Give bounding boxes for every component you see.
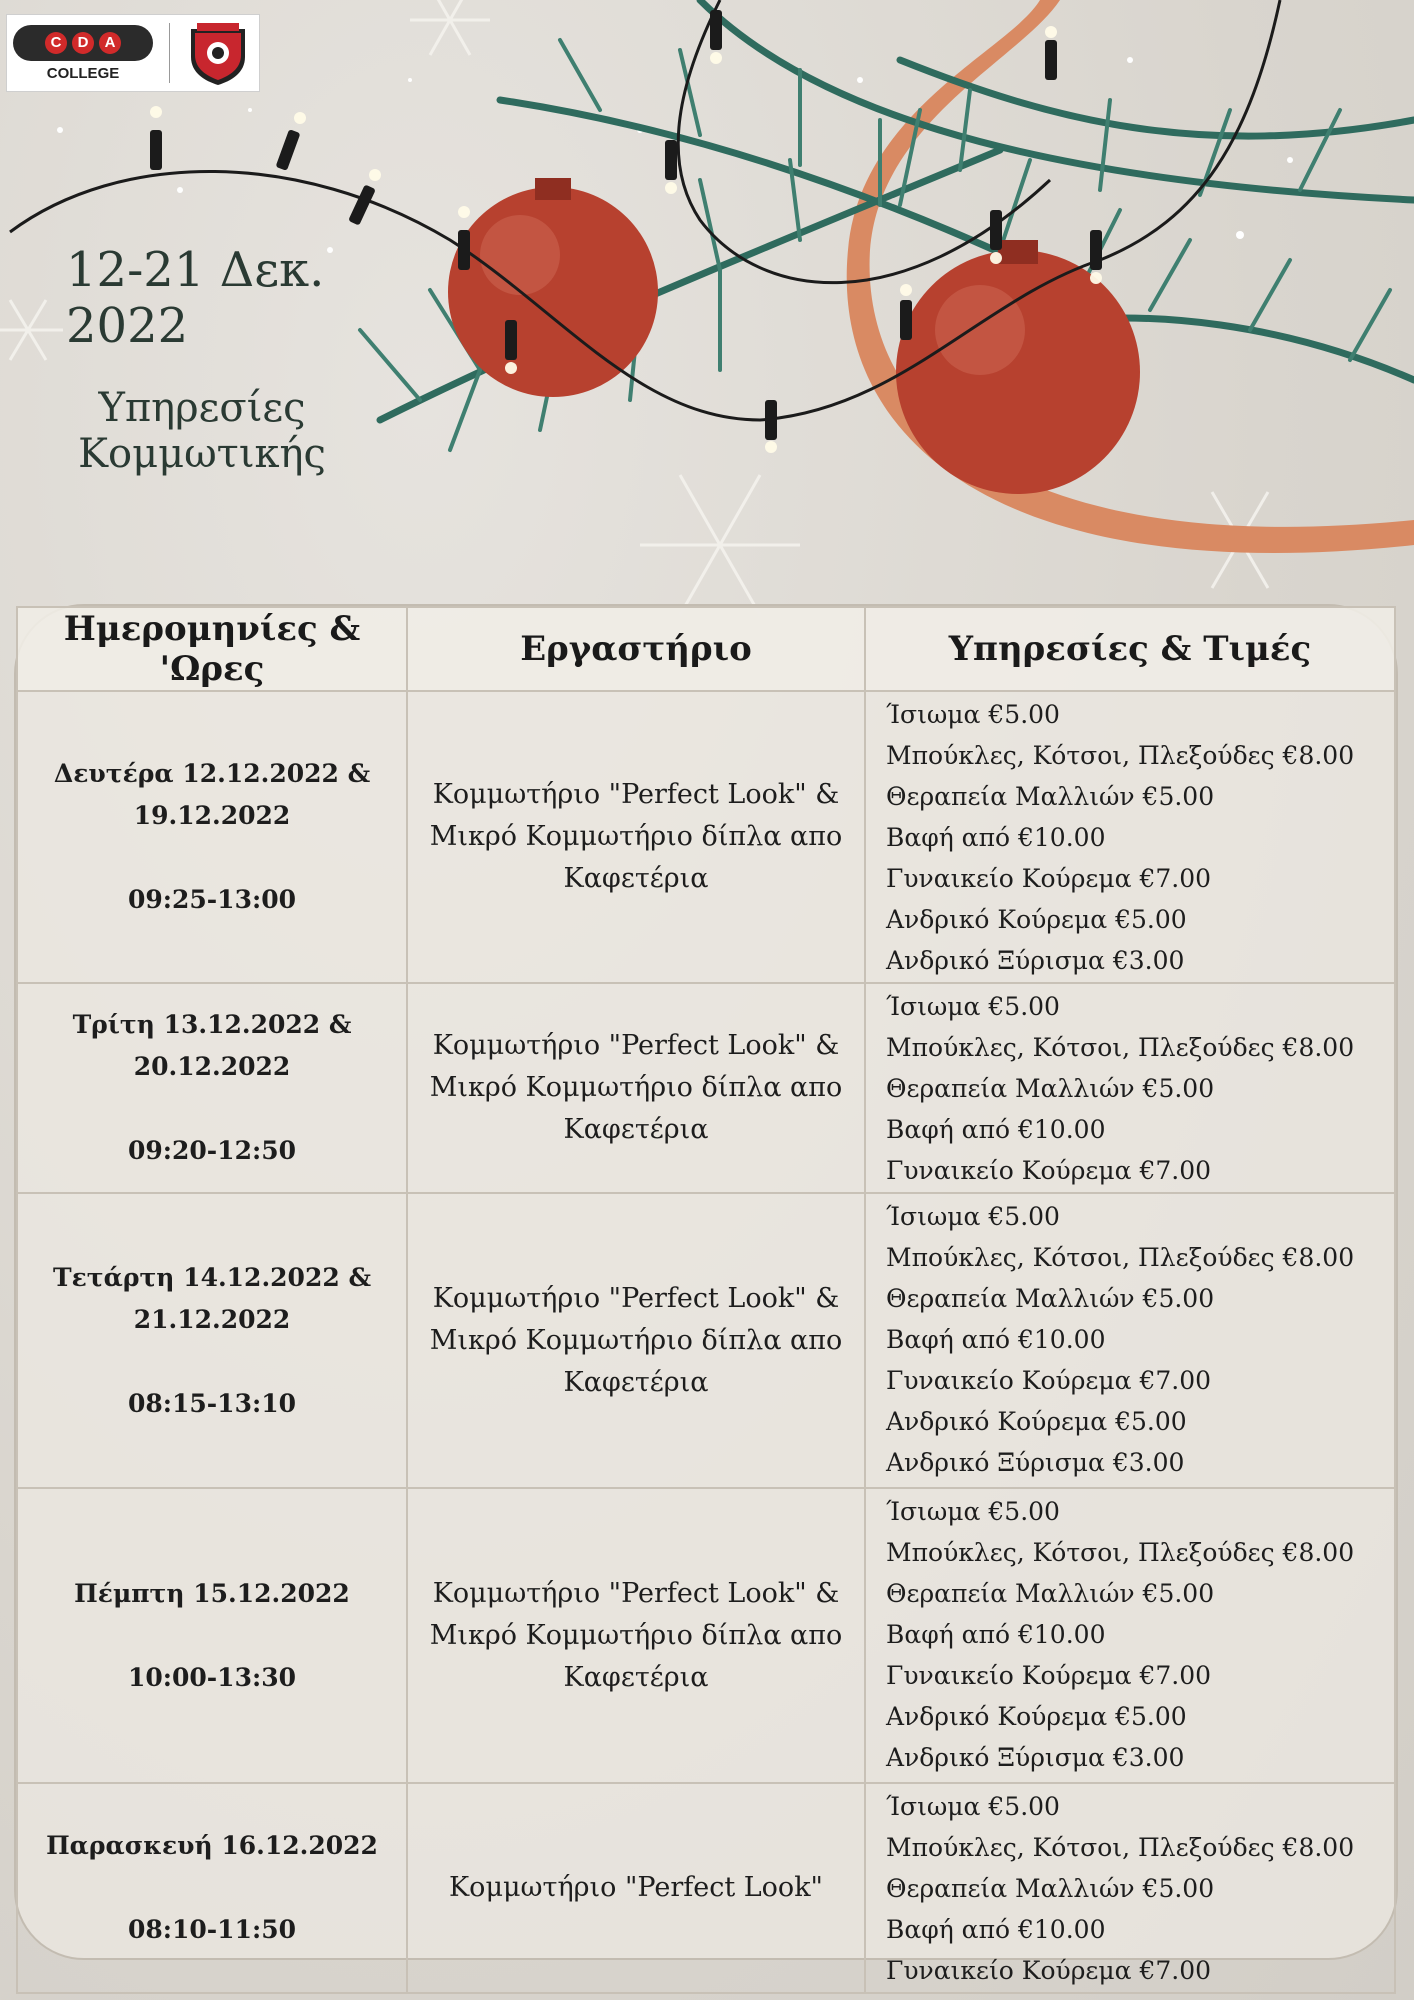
day-label-cont: 19.12.2022: [133, 801, 291, 830]
service-item: Γυναικείο Κούρεμα €7.00: [886, 864, 1212, 893]
logo-separator: [169, 23, 170, 83]
service-item: Ανδρικό Ξύρισμα €3.00: [886, 1448, 1185, 1477]
header-services-prices: Υπηρεσίες & Τιμές: [865, 607, 1395, 691]
service-item: Θεραπεία Μαλλιών €5.00: [886, 1579, 1215, 1608]
lab-cell: [407, 691, 865, 983]
lab-line: Καφετέρια: [563, 1114, 709, 1145]
page-subtitle: [52, 385, 352, 477]
service-item: Θεραπεία Μαλλιών €5.00: [886, 782, 1215, 811]
day-label-cont: 21.12.2022: [133, 1304, 291, 1334]
service-item: Ανδρικό Ξύρισμα €3.00: [886, 946, 1185, 975]
lab-cell: [407, 1783, 865, 1993]
time-range: 08:10-11:50: [128, 1915, 296, 1944]
service-item: Ανδρικό Κούρεμα €5.00: [886, 905, 1187, 934]
table-header-row: [17, 607, 1395, 691]
services-cell: [865, 1783, 1395, 1993]
lab-cell: [407, 1193, 865, 1488]
service-item: Θεραπεία Μαλλιών €5.00: [886, 1284, 1215, 1313]
logo-letter-d: D: [72, 32, 94, 54]
subtitle-line-2: Κομμωτικής: [78, 431, 326, 477]
lab-cell: [407, 983, 865, 1193]
schedule-date-cell: [17, 983, 407, 1193]
lab-line: Καφετέρια: [563, 1366, 709, 1398]
day-label: Παρασκευή 16.12.2022: [46, 1831, 378, 1860]
college-logo: [6, 14, 260, 92]
schedule-date-cell: [17, 1193, 407, 1488]
service-item: Γυναικείο Κούρεμα €7.00: [886, 1661, 1212, 1690]
logo-letter-c: C: [45, 32, 67, 54]
service-item: Θεραπεία Μαλλιών €5.00: [886, 1874, 1215, 1903]
service-item: Βαφή από €10.00: [886, 1915, 1106, 1944]
schedule-date-cell: [17, 691, 407, 983]
service-item: Γυναικείο Κούρεμα €7.00: [886, 1366, 1212, 1395]
service-item: Ανδρικό Κούρεμα €5.00: [886, 1407, 1187, 1436]
lab-line: Μικρό Κομμωτήριο δίπλα απο: [429, 1072, 843, 1103]
lab-line: Καφετέρια: [563, 1661, 709, 1693]
service-item: Ίσιωμα €5.00: [886, 992, 1060, 1021]
event-dates: [66, 242, 386, 354]
service-item: Μπούκλες, Κότσοι, Πλεξούδες €8.00: [886, 1538, 1355, 1567]
event-dates-line-1: 12-21 Δεκ.: [66, 242, 325, 298]
schedule-date-cell: [17, 1783, 407, 1993]
table-row: [17, 691, 1395, 983]
service-item: Γυναικείο Κούρεμα €7.00: [886, 1156, 1212, 1185]
time-range: 09:25-13:00: [128, 885, 296, 914]
table-row: [17, 1488, 1395, 1783]
services-cell: [865, 1488, 1395, 1783]
service-item: Βαφή από €10.00: [886, 1115, 1106, 1144]
day-label: Τετάρτη 14.12.2022 &: [52, 1262, 372, 1292]
subtitle-line-1: Υπηρεσίες: [98, 385, 306, 431]
lab-line: Καφετέρια: [563, 863, 709, 894]
lab-line: Κομμωτήριο "Perfect Look" &: [432, 1030, 840, 1061]
service-item: Ανδρικό Ξύρισμα €3.00: [886, 1743, 1185, 1772]
service-item: Βαφή από €10.00: [886, 823, 1106, 852]
lab-line: Κομμωτήριο "Perfect Look" &: [432, 779, 840, 810]
service-item: Ίσιωμα €5.00: [886, 1792, 1060, 1821]
logo-subtitle: COLLEGE: [46, 65, 120, 82]
day-label: Δευτέρα 12.12.2022 &: [53, 759, 371, 788]
lab-line: Μικρό Κομμωτήριο δίπλα απο: [429, 821, 843, 852]
schedule-table: [16, 606, 1396, 1994]
service-item: Ίσιωμα €5.00: [886, 1497, 1060, 1526]
services-cell: [865, 1193, 1395, 1488]
table-row: [17, 1193, 1395, 1488]
schedule-table-container: [14, 604, 1398, 1985]
service-item: Γυναικείο Κούρεμα €7.00: [886, 1956, 1212, 1985]
lab-line: Κομμωτήριο "Perfect Look": [449, 1872, 823, 1903]
day-label: Πέμπτη 15.12.2022: [74, 1578, 350, 1608]
service-item: Ίσιωμα €5.00: [886, 1202, 1060, 1231]
lab-line: Κομμωτήριο "Perfect Look" &: [432, 1577, 840, 1609]
service-item: Μπούκλες, Κότσοι, Πλεξούδες €8.00: [886, 1833, 1355, 1862]
event-dates-line-2: 2022: [66, 298, 189, 354]
header-lab: Εργαστήριο: [407, 607, 865, 691]
table-row: [17, 983, 1395, 1193]
header-dates-times: Ημερομηνίες & 'Ωρες: [17, 607, 407, 691]
service-item: Μπούκλες, Κότσοι, Πλεξούδες €8.00: [886, 1033, 1355, 1062]
crest-icon: [183, 19, 253, 87]
service-item: Θεραπεία Μαλλιών €5.00: [886, 1074, 1215, 1103]
service-item: Μπούκλες, Κότσοι, Πλεξούδες €8.00: [886, 1243, 1355, 1272]
time-range: 09:20-12:50: [128, 1136, 296, 1165]
service-item: Ίσιωμα €5.00: [886, 700, 1060, 729]
day-label: Τρίτη 13.12.2022 &: [72, 1010, 352, 1039]
services-cell: [865, 983, 1395, 1193]
time-range: 10:00-13:30: [128, 1662, 296, 1692]
services-cell: [865, 691, 1395, 983]
service-item: Βαφή από €10.00: [886, 1620, 1106, 1649]
service-item: Ανδρικό Κούρεμα €5.00: [886, 1702, 1187, 1731]
service-item: Βαφή από €10.00: [886, 1325, 1106, 1354]
lab-line: Μικρό Κομμωτήριο δίπλα απο: [429, 1324, 843, 1356]
service-item: Μπούκλες, Κότσοι, Πλεξούδες €8.00: [886, 741, 1355, 770]
lab-line: Μικρό Κομμωτήριο δίπλα απο: [429, 1619, 843, 1651]
time-range: 08:15-13:10: [128, 1388, 296, 1418]
logo-letter-a: A: [99, 32, 121, 54]
table-row: [17, 1783, 1395, 1993]
lab-line: Κομμωτήριο "Perfect Look" &: [432, 1282, 840, 1314]
day-label-cont: 20.12.2022: [133, 1052, 291, 1081]
schedule-date-cell: [17, 1488, 407, 1783]
lab-cell: [407, 1488, 865, 1783]
logo-letters: [13, 25, 153, 61]
